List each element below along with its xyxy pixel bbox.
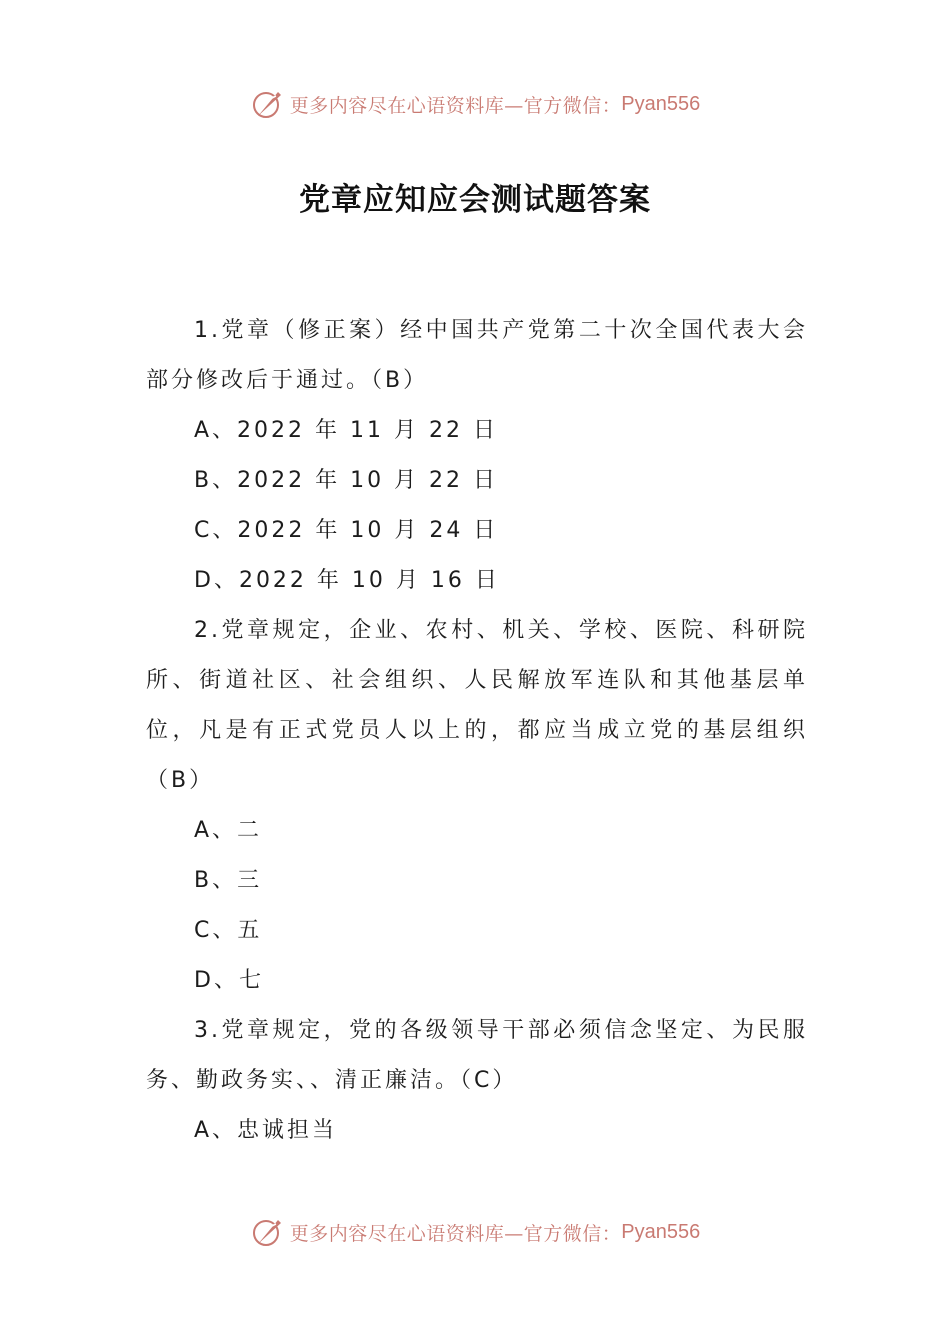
- document-body: [146, 306, 808, 1156]
- watermark-text: 更多内容尽在心语资料库—官方微信：: [289, 1222, 622, 1245]
- question-3-option-a: A、忠诚担当: [194, 1118, 338, 1143]
- watermark-wechat-id: Pyan556: [621, 1220, 701, 1243]
- question-2-option-c: C、五: [194, 918, 263, 943]
- question-1-option-a: A、2022 年 11 月 22 日: [194, 418, 498, 443]
- footer-watermark: [0, 1212, 950, 1252]
- question-1-option-d: D、2022 年 10 月 16 日: [194, 568, 500, 593]
- question-2-option-a: A、二: [194, 818, 263, 843]
- watermark-wechat-id: Pyan556: [621, 92, 701, 115]
- question-2-option-d: D、七: [194, 968, 264, 993]
- page-title: 党章应知应会测试题答案: [299, 182, 651, 218]
- question-3-stem: 3.党章规定，党的各级领导干部必须信念坚定、为民服务、勤政务实、、清正廉洁。（C）: [146, 1018, 808, 1093]
- question-1-option-c: C、2022 年 10 月 24 日: [194, 518, 499, 543]
- question-2-stem: 2.党章规定，企业、农村、机关、学校、医院、科研院所、街道社区、社会组织、人民解放军连队和其他基层单位，凡是有正式党员人以上的，都应当成立党的基层组织（B）: [146, 618, 808, 793]
- watermark-text: 更多内容尽在心语资料库—官方微信：: [289, 94, 622, 117]
- quill-logo-icon: [250, 1214, 286, 1250]
- question-2-option-b: B、三: [194, 868, 263, 893]
- question-1-option-b: B、2022 年 10 月 22 日: [194, 468, 499, 493]
- header-watermark: [0, 84, 950, 124]
- question-1-stem: 1.党章（修正案）经中国共产党第二十次全国代表大会部分修改后于通过。（B）: [146, 318, 808, 393]
- quill-logo-icon: [250, 86, 286, 122]
